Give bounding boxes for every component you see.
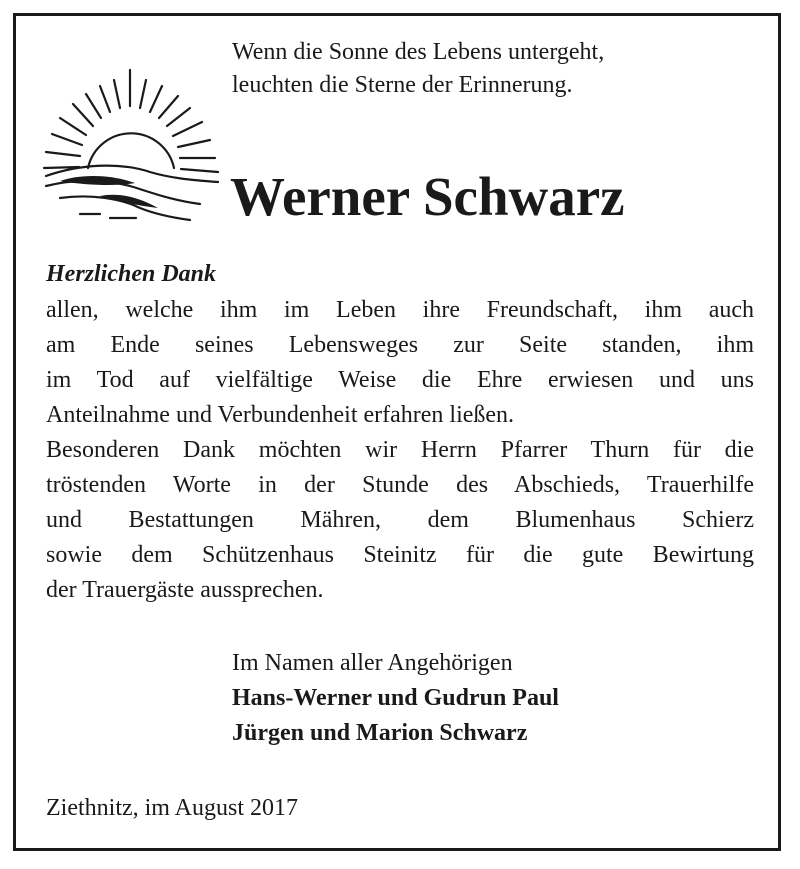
thanks-line: allen, welche ihm im Leben ihre Freundschaft, ihm auch bbox=[46, 297, 754, 323]
motto-line-1: Wenn die Sonne des Lebens untergeht, bbox=[232, 39, 605, 65]
thanks-line: am Ende seines Lebensweges zur Seite standen, ihm bbox=[46, 332, 754, 358]
signature-family-1: Hans-Werner und Gudrun Paul bbox=[232, 685, 559, 711]
deceased-name: Werner Schwarz bbox=[230, 166, 625, 227]
thanks-line: Anteilnahme und Verbundenheit erfahren ließen. bbox=[46, 402, 515, 428]
thanks-line: Besonderen Dank möchten wir Herrn Pfarrer Thurn für die bbox=[46, 437, 754, 463]
thanks-line: und Bestattungen Mähren, dem Blumenhaus Schierz bbox=[46, 507, 754, 533]
sunset-over-hills-icon bbox=[40, 68, 220, 226]
thanks-text bbox=[46, 293, 754, 608]
motto-line-2: leuchten die Sterne der Erinnerung. bbox=[232, 72, 573, 98]
motto bbox=[232, 36, 604, 102]
thanks-line: sowie dem Schützenhaus Steinitz für die gute Bewirtung bbox=[46, 542, 754, 568]
thanks-line: im Tod auf vielfältige Weise die Ehre erwiesen und uns bbox=[46, 367, 754, 393]
signature-family-2: Jürgen und Marion Schwarz bbox=[232, 720, 528, 746]
thanks-title: Herzlichen Dank bbox=[46, 261, 217, 287]
signature-intro: Im Namen aller Angehörigen bbox=[232, 650, 513, 676]
thanks-line: der Trauergäste aussprechen. bbox=[46, 577, 324, 603]
thanks-line: tröstenden Worte in der Stunde des Abschieds, Trauerhilfe bbox=[46, 472, 754, 498]
notice-frame bbox=[13, 13, 781, 851]
signature-block bbox=[232, 646, 559, 751]
place-date: Ziethnitz, im August 2017 bbox=[46, 795, 298, 821]
